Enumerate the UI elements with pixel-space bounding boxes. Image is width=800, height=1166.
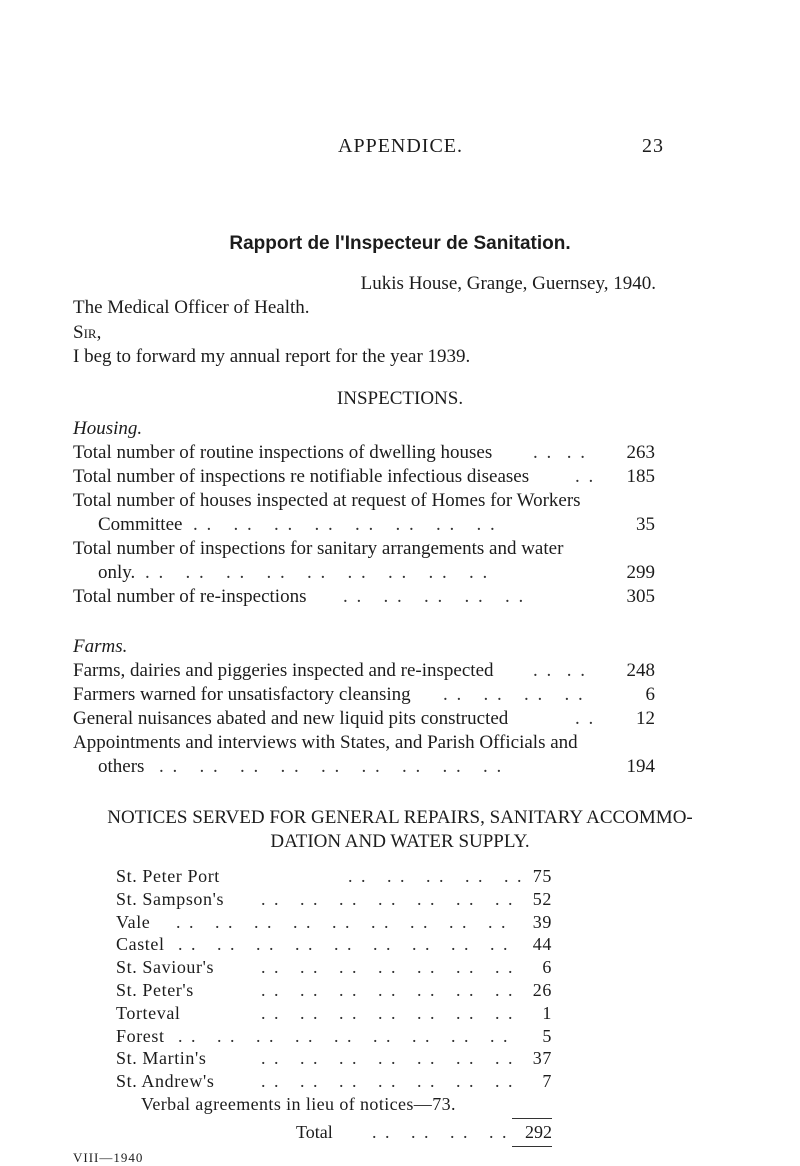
farms-row-appointments-line1 (73, 732, 655, 756)
parish-name: St. Sampson's (116, 888, 225, 909)
letter-recipient: The Medical Officer of Health. (73, 297, 310, 318)
verbal-agreements: Verbal agreements in lieu of notices—73. (141, 1094, 456, 1114)
parish-value: 1 (542, 1002, 552, 1023)
report-title: Rapport de l'Inspecteur de Sanitation. (229, 233, 571, 254)
parish-value: 37 (532, 1048, 552, 1069)
parish-name: St. Andrew's (116, 1071, 215, 1092)
footer-imprint: VIII—1940 (73, 1150, 144, 1165)
total-label: Total (296, 1122, 333, 1142)
farms-heading: Farms. (73, 636, 128, 657)
parish-name: St. Martin's (116, 1048, 207, 1069)
parish-row: St. Sampson's . . . . . . . . . . . . . . 52 (116, 888, 552, 909)
housing-row-sanitary-line1 (73, 538, 655, 562)
row-value: 35 (636, 514, 655, 535)
housing-row-sanitary: only. . . . . . . . . . . . . . . . . . . 299 (98, 562, 655, 583)
row-value: 263 (626, 442, 655, 463)
row-label: Total number of houses inspected at request of Homes for Workers (73, 490, 581, 511)
parish-row: St. Peter Port . . . . . . . . . . 75 (116, 866, 552, 886)
row-value: 12 (636, 708, 655, 729)
row-label: Total number of inspections for sanitary arrangements and water (73, 538, 564, 559)
row-value: 305 (626, 586, 655, 607)
farms-row-dairies: Farms, dairies and piggeries inspected and re-inspected . . . . 248 (73, 660, 655, 681)
letter-address: Lukis House, Grange, Guernsey, 1940. (360, 273, 656, 294)
total-rule-top (512, 1118, 552, 1119)
parish-row: Castel . . . . . . . . . . . . . . . . . . 44 (116, 934, 552, 955)
farms-row-nuisances: General nuisances abated and new liquid pits constructed . . 12 (73, 708, 655, 729)
notices-heading (0, 806, 800, 854)
page-number: 23 (642, 135, 664, 157)
row-label: others (98, 756, 145, 777)
parish-value: 52 (532, 888, 552, 909)
row-value: 248 (626, 660, 655, 681)
parish-row: St. Martin's . . . . . . . . . . . . . . 37 (116, 1048, 552, 1069)
row-value: 194 (626, 756, 655, 777)
parish-row: St. Saviour's . . . . . . . . . . . . . . 6 (116, 957, 552, 978)
parish-value: 44 (532, 934, 552, 955)
housing-heading: Housing. (73, 418, 143, 439)
row-label: Total number of routine inspections of dwelling houses (73, 442, 493, 463)
parish-value: 5 (542, 1025, 552, 1046)
parish-name: Vale (116, 911, 151, 932)
notices-heading-line1: NOTICES SERVED FOR GENERAL REPAIRS, SANITARY ACCOMMO- (107, 807, 693, 828)
parish-name: St. Peter's (116, 980, 194, 1000)
parish-row: Forest . . . . . . . . . . . . . . . . . . 5 (116, 1025, 552, 1046)
housing-row-homes-line1 (73, 490, 655, 514)
parish-row: St. Peter's . . . . . . . . . . . . . . 26 (116, 980, 552, 1000)
row-label: Total number of re-inspections (73, 586, 307, 607)
row-label: General nuisances abated and new liquid pits constructed (73, 708, 509, 729)
row-value: 6 (645, 684, 655, 705)
parish-value: 75 (532, 866, 552, 886)
parish-row: Torteval . . . . . . . . . . . . . . 1 (116, 1002, 552, 1023)
row-value: 299 (626, 562, 655, 583)
housing-row-homes: Committee . . . . . . . . . . . . . . . . 35 (98, 514, 655, 535)
parish-row: St. Andrew's . . . . . . . . . . . . . . 7 (116, 1071, 552, 1092)
farms-row-farmers-warned: Farmers warned for unsatisfactory cleansing . . . . . . . . 6 (73, 684, 655, 705)
letter-salutation: Sir, (73, 322, 102, 343)
row-label: Total number of inspections re notifiable infectious diseases (73, 466, 530, 487)
notices-heading-line2: DATION AND WATER SUPPLY. (270, 831, 530, 852)
total-value: 292 (525, 1122, 552, 1142)
row-label: only. (98, 562, 136, 583)
parish-value: 39 (532, 911, 552, 932)
total-rule-bottom (512, 1146, 552, 1147)
parish-name: Forest (116, 1025, 165, 1046)
total-row: Total . . . . . . . . 292 (296, 1122, 552, 1142)
row-value: 185 (626, 466, 655, 487)
inspections-heading: INSPECTIONS. (336, 388, 464, 409)
housing-row-routine: Total number of routine inspections of dwelling houses . . . . 263 (73, 442, 655, 463)
row-label: Farmers warned for unsatisfactory cleansing (73, 684, 411, 705)
row-label: Farms, dairies and piggeries inspected and re-inspected (73, 660, 494, 681)
parish-value: 7 (542, 1071, 552, 1092)
letter-body: I beg to forward my annual report for the year 1939. (73, 346, 471, 367)
appendix-title: APPENDICE. (338, 135, 464, 157)
parish-value: 6 (542, 957, 552, 978)
housing-row-infectious: Total number of inspections re notifiable infectious diseases . . 185 (73, 466, 655, 487)
housing-row-reinspections: Total number of re-inspections . . . . . . . . . . 305 (73, 586, 655, 607)
parish-name: Castel (116, 934, 165, 955)
row-label: Appointments and interviews with States, and Parish Officials and (73, 732, 578, 753)
parish-name: St. Saviour's (116, 957, 215, 978)
row-label: Committee (98, 514, 183, 535)
parish-name: St. Peter Port (116, 866, 220, 886)
parish-name: Torteval (116, 1002, 181, 1023)
parish-value: 26 (532, 980, 552, 1000)
farms-row-appointments: others . . . . . . . . . . . . . . . . . . 194 (98, 756, 655, 777)
parish-row: Vale . . . . . . . . . . . . . . . . . . 39 (116, 911, 552, 932)
